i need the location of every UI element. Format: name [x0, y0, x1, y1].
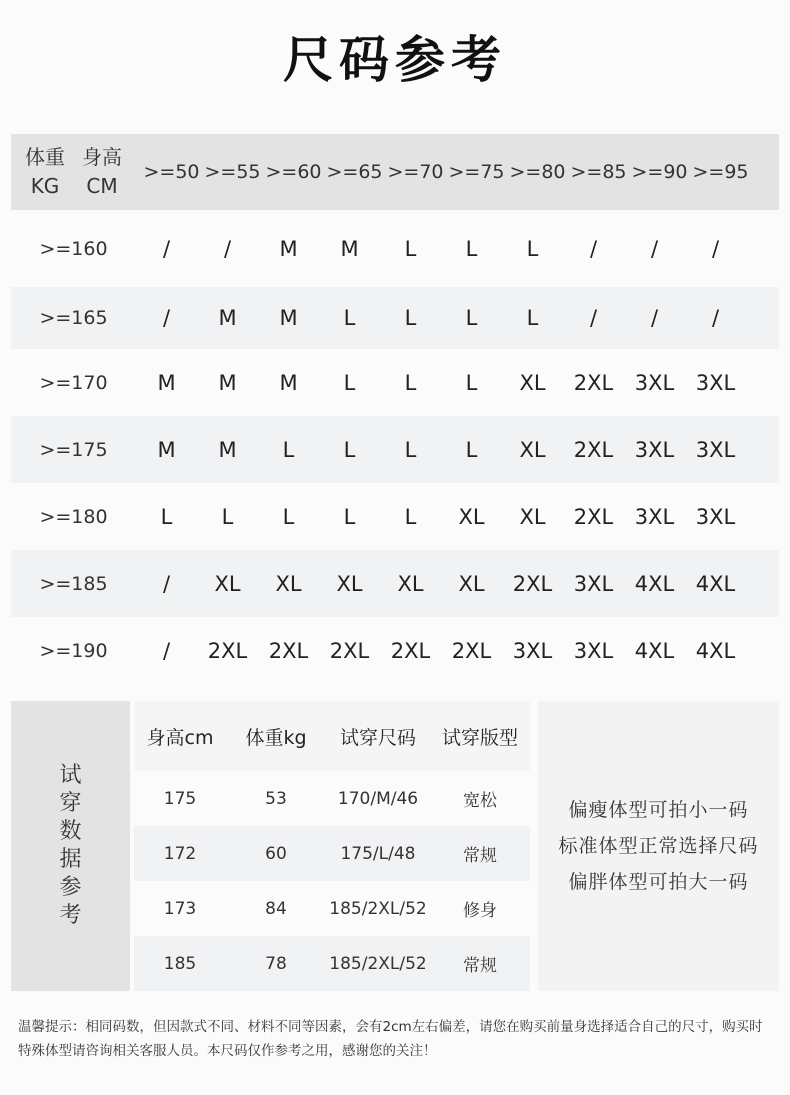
size-cell: L [404, 306, 417, 330]
height-cell: >=190 [39, 639, 108, 662]
fit-weight-cell: 78 [265, 953, 287, 974]
height-cell: >=185 [39, 572, 108, 595]
fit-height-cell: 185 [163, 953, 197, 974]
weight-header-unit: KG [30, 174, 60, 198]
weight-header-label: 体重 [25, 145, 65, 169]
fit-reference-header [134, 701, 530, 771]
size-cell: M [340, 236, 359, 261]
size-cell: / [650, 236, 659, 261]
size-cell: 2XL [573, 370, 614, 395]
size-cell: 2XL [390, 638, 431, 663]
size-cell: L [343, 370, 356, 395]
size-cell: M [218, 370, 237, 395]
size-cell: M [218, 437, 237, 462]
fit-size-cell: 185/2XL/52 [329, 898, 427, 919]
size-chart-body [11, 210, 779, 684]
size-cell: L [221, 504, 234, 529]
size-cell: M [157, 437, 176, 462]
size-cell: 4XL [695, 571, 736, 596]
size-cell: L [343, 504, 356, 529]
size-chart-row [11, 483, 779, 550]
fit-reference-row [134, 771, 530, 826]
size-chart-header [11, 134, 779, 210]
size-cell: 3XL [573, 638, 614, 663]
size-cell: 3XL [634, 504, 675, 529]
fit-header-size: 试穿尺码 [339, 726, 416, 749]
fit-height-cell: 175 [163, 788, 197, 809]
size-cell: L [465, 306, 478, 330]
size-cell: 2XL [207, 638, 248, 663]
size-cell: L [526, 306, 539, 330]
weight-col-header: >=85 [570, 161, 627, 183]
weight-col-header: >=55 [204, 161, 261, 183]
fit-reference-row [134, 826, 530, 881]
size-cell: M [279, 370, 298, 395]
size-cell: 4XL [634, 638, 675, 663]
size-cell: XL [275, 571, 302, 596]
height-cell: >=180 [39, 505, 108, 528]
size-cell: 3XL [634, 437, 675, 462]
fit-header-height: 身高cm [146, 726, 214, 749]
fit-type-cell: 修身 [463, 901, 497, 921]
size-cell: L [465, 370, 478, 395]
size-cell: XL [519, 437, 546, 462]
fit-header-weight: 体重kg [245, 726, 307, 749]
height-cell: >=175 [39, 438, 108, 461]
fit-type-cell: 宽松 [463, 791, 497, 811]
fit-tips-panel [538, 701, 779, 991]
size-cell: 2XL [573, 437, 614, 462]
size-note: 温馨提示：相同码数，但因款式不同、材料不同等因素，会有2cm左右偏差，请您在购买前量身选择适合自己的尺寸，购买时特殊体型请咨询相关客服人员。本尺码仅作参考之用，感谢您的关注！ [18, 1019, 763, 1059]
size-cell: 3XL [634, 370, 675, 395]
size-cell: M [218, 306, 237, 330]
size-chart [11, 134, 779, 684]
fit-reference-label: 试穿数据参考 [59, 763, 82, 928]
size-cell: / [162, 236, 171, 261]
size-cell: 3XL [512, 638, 553, 663]
size-cell: XL [214, 571, 241, 596]
size-cell: L [465, 437, 478, 462]
size-cell: L [404, 504, 417, 529]
size-cell: XL [519, 370, 546, 395]
fit-weight-cell: 53 [265, 788, 287, 809]
size-cell: L [343, 437, 356, 462]
weight-col-header: >=50 [143, 161, 200, 183]
weight-col-header: >=90 [631, 161, 688, 183]
size-cell: / [711, 306, 720, 330]
size-cell: M [279, 306, 298, 330]
fit-reference-row [134, 881, 530, 936]
weight-col-header: >=65 [326, 161, 383, 183]
height-cell: >=165 [39, 307, 108, 329]
weight-col-header: >=95 [692, 161, 749, 183]
weight-col-header: >=60 [265, 161, 322, 183]
height-cell: >=170 [39, 371, 108, 394]
size-cell: 3XL [695, 370, 736, 395]
fit-tip: 标准体型正常选择尺码 [558, 835, 759, 857]
size-cell: L [282, 504, 295, 529]
size-cell: L [404, 370, 417, 395]
fit-size-cell: 175/L/48 [340, 843, 416, 864]
size-cell: 2XL [451, 638, 492, 663]
size-cell: XL [336, 571, 363, 596]
size-cell: XL [519, 504, 546, 529]
size-cell: 4XL [695, 638, 736, 663]
size-cell: L [465, 236, 478, 261]
fit-tip: 偏瘦体型可拍小一码 [568, 799, 749, 821]
height-header-unit: CM [86, 174, 118, 198]
size-cell: L [404, 236, 417, 261]
page-title: 尺码参考 [283, 31, 507, 89]
size-cell: L [282, 437, 295, 462]
size-cell: 3XL [695, 504, 736, 529]
size-cell: 4XL [634, 571, 675, 596]
fit-height-cell: 172 [163, 843, 197, 864]
weight-col-header: >=75 [448, 161, 505, 183]
size-cell: / [162, 571, 171, 596]
fit-tip: 偏胖体型可拍大一码 [568, 871, 749, 893]
size-cell: / [589, 306, 598, 330]
fit-reference-body [134, 771, 530, 991]
size-chart-row [11, 550, 779, 617]
weight-col-header: >=70 [387, 161, 444, 183]
size-chart-row [11, 349, 779, 416]
size-cell: / [589, 236, 598, 261]
fit-type-cell: 常规 [463, 846, 497, 866]
size-cell: M [157, 370, 176, 395]
fit-size-cell: 170/M/46 [337, 788, 419, 809]
fit-weight-cell: 60 [265, 843, 287, 864]
fit-header-fit: 试穿版型 [441, 726, 518, 749]
size-cell: 2XL [329, 638, 370, 663]
fit-size-cell: 185/2XL/52 [329, 953, 427, 974]
weight-header [11, 143, 79, 201]
height-header-label: 身高 [82, 145, 122, 169]
size-chart-row [11, 210, 779, 287]
size-chart-row [11, 287, 779, 349]
size-cell: XL [397, 571, 424, 596]
fit-weight-cell: 84 [265, 898, 287, 919]
size-cell: L [526, 236, 539, 261]
fit-reference-table [134, 701, 530, 991]
height-header [79, 143, 125, 201]
size-cell: 3XL [573, 571, 614, 596]
weight-col-header: >=80 [509, 161, 566, 183]
size-cell: L [343, 306, 356, 330]
fit-type-cell: 常规 [463, 956, 497, 976]
size-cell: XL [458, 571, 485, 596]
size-cell: / [162, 638, 171, 663]
size-cell: 3XL [695, 437, 736, 462]
fit-height-cell: 173 [163, 898, 197, 919]
size-cell: L [160, 504, 173, 529]
size-cell: M [279, 236, 298, 261]
fit-reference-row [134, 936, 530, 991]
height-cell: >=160 [39, 237, 108, 260]
size-chart-row [11, 416, 779, 483]
size-cell: L [404, 437, 417, 462]
size-cell: 2XL [512, 571, 553, 596]
size-cell: / [223, 236, 232, 261]
size-cell: / [162, 306, 171, 330]
size-cell: / [650, 306, 659, 330]
size-chart-row [11, 617, 779, 684]
size-cell: 2XL [573, 504, 614, 529]
size-cell: / [711, 236, 720, 261]
fit-reference-label-panel [11, 701, 130, 991]
size-cell: 2XL [268, 638, 309, 663]
size-cell: XL [458, 504, 485, 529]
